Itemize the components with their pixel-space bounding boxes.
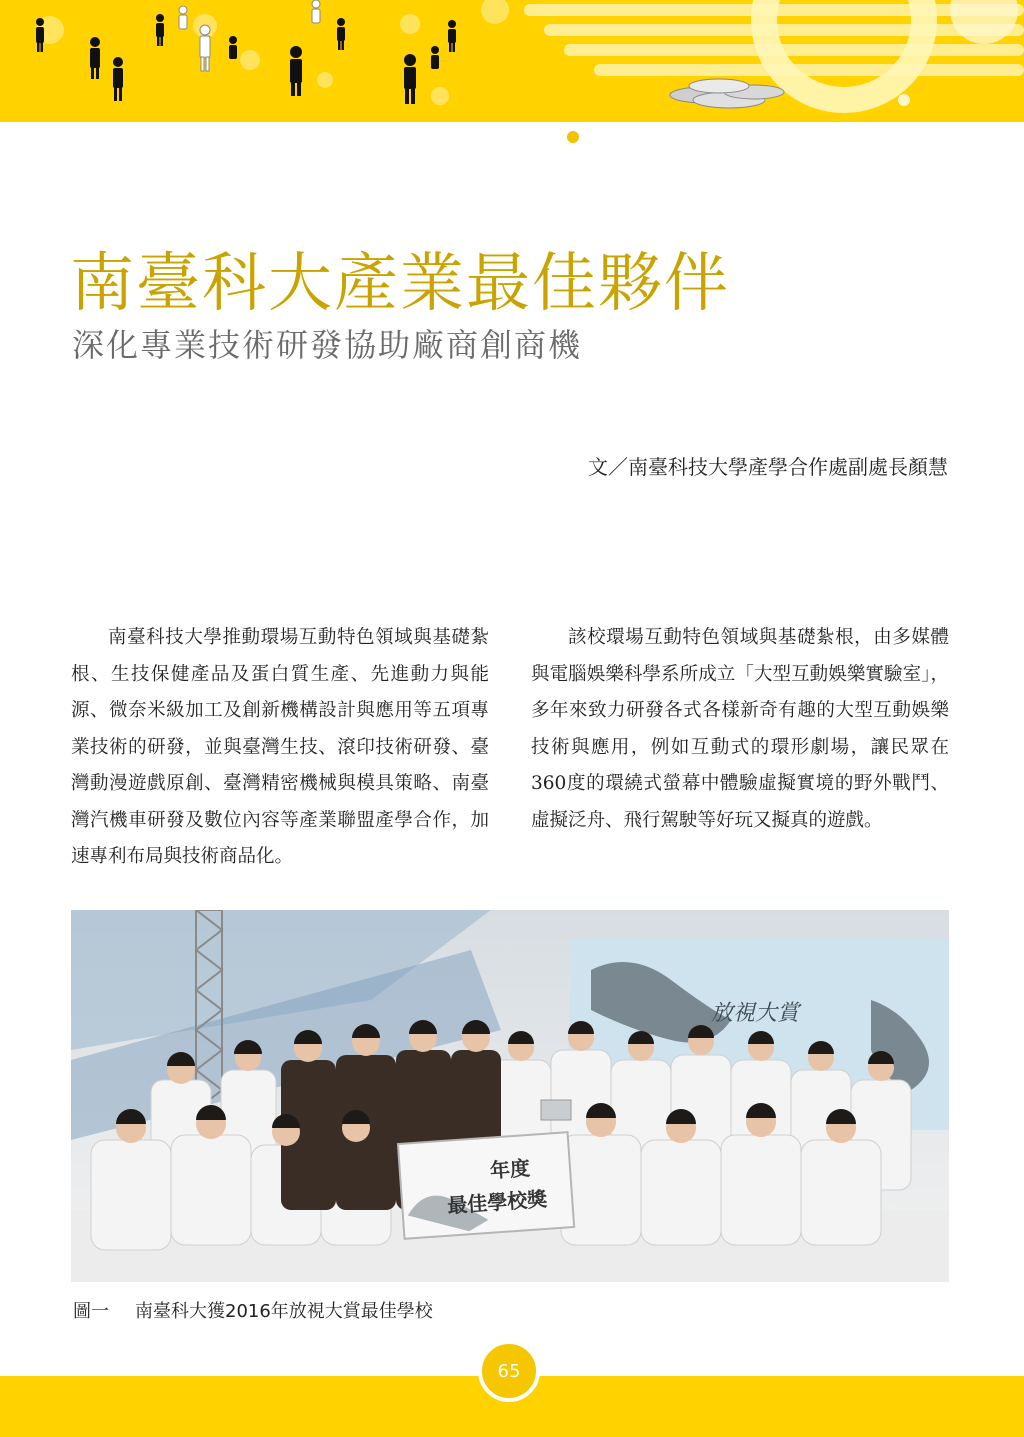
- award-sign: [398, 1132, 574, 1239]
- author-byline: 文／南臺科技大學產學合作處副處長顏慧: [588, 455, 948, 479]
- figure-caption-text: 南臺科大獲2016年放視大賞最佳學校: [135, 1301, 433, 1322]
- body-column-left: [71, 620, 489, 876]
- yellow-dot-decoration: [567, 131, 579, 143]
- banner-stripe-decoration: [504, 0, 1024, 122]
- top-banner: [0, 0, 1024, 122]
- body-paragraph: 南臺科技大學推動環場互動特色領域與基礎紮根、生技保健產品及蛋白質生產、先進動力與能源、微奈米級加工及創新機構設計與應用等五項專業技術的研發，並與臺灣生技、滾印技術研發、臺灣動漫遊戲原創、臺灣精密機械與模具策略、南臺灣汽機車研發及數位內容等產業聯盟產學合作，加速專利布局與技術商品化。: [71, 627, 489, 867]
- award-sign-line2: 最佳學校獎: [446, 1186, 548, 1218]
- trophy-plaque: [541, 1100, 571, 1120]
- article-subtitle: 深化專業技術研發協助廠商創商機: [72, 326, 583, 364]
- article-title: 南臺科大產業最佳夥伴: [70, 247, 730, 321]
- screen-logo-text: 放視大賞: [711, 1001, 800, 1026]
- figure-caption: [73, 1297, 433, 1323]
- body-column-right: [531, 620, 949, 839]
- page-number: 65: [478, 1340, 540, 1402]
- award-sign-line1: 年度: [489, 1155, 531, 1183]
- body-paragraph: 該校環場互動特色領域與基礎紮根，由多媒體與電腦娛樂科學系所成立「大型互動娛樂實驗室」，多年來致力研發各式各樣新奇有趣的大型互動娛樂技術與應用，例如互動式的環形劇場，讓民眾在360度的環繞式螢幕中體驗虛擬實境的野外戰鬥、虛擬泛舟、飛行駕駛等好玩又擬真的遊戲。: [531, 627, 949, 831]
- people-silhouettes-decoration: [0, 0, 520, 122]
- coins-icon: [670, 79, 784, 108]
- award-group-photo: [71, 910, 949, 1282]
- figure-label: 圖一: [73, 1301, 109, 1322]
- photo-illustration: [71, 910, 949, 1282]
